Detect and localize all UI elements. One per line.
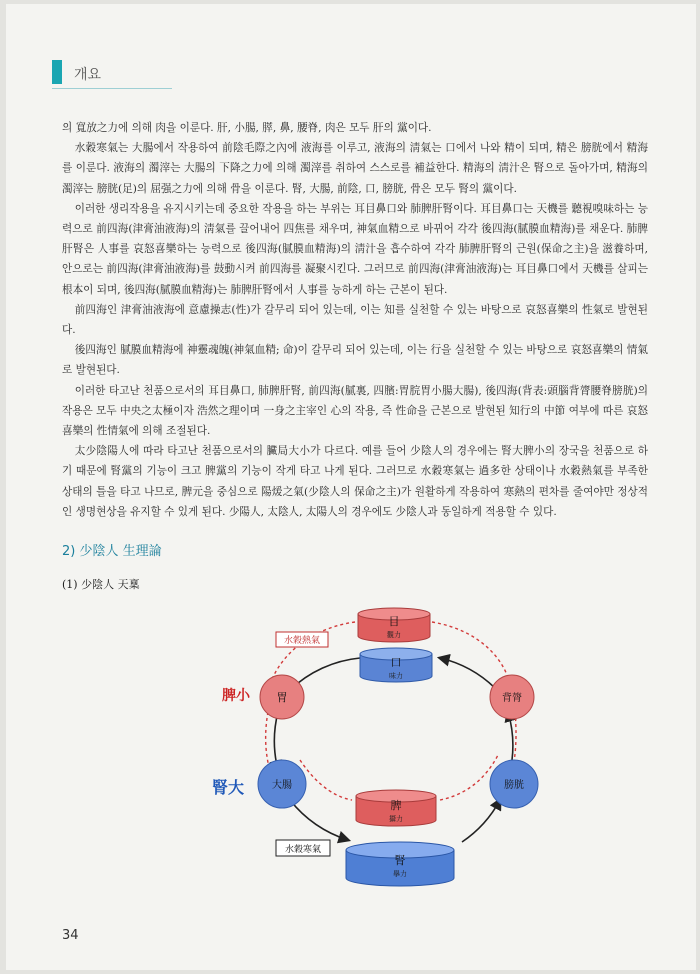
tag-cold-qi [276, 840, 330, 856]
paragraph: 水穀寒氣는 大腸에서 작용하여 前陰毛際之內에 液海를 이루고, 液海의 淸氣는 口에서 나와 精이 되며, 精은 膀胱에서 精海를 이룬다. 液海의 濁滓는 大腸의 下降之力에 의해 濁滓를 취하여 스스로를 補益한다. 精海의 淸汁은 腎으로 돌아가며, 精海의 濁滓는 膀胱(足)의 屈强之力에 의해 骨을 이룬다. 腎, 大腸, 前陰, 口, 膀胱, 骨은 모두 腎의 黨이다. [62, 142, 648, 195]
paragraph: 太少陰陽人에 따라 타고난 천품으로서의 臟局大小가 다르다. 예를 들어 少陰人의 경우에는 腎大脾小의 장국을 천품으로 하기 때문에 腎黨의 기능이 크고 脾黨의 기능이 작게 타고 나게 된다. 그러므로 水穀寒氣는 過多한 상태이나 水穀熱氣를 부족한 상태의 틀을 타고 나므로, 脾元을 중심으로 陽煖之氣(少陰人의 保命之主)가 원활하게 작용하여 寒熱의 편차를 줄여야만 정상적인 생명현상을 유지할 수 있게 된다. 少陽人, 太陰人, 太陽人의 경우에도 少陰人과 동일하게 적용할 수 있다. [62, 445, 648, 518]
node-bladder-label: 膀胱 [504, 780, 524, 791]
node-large-intestine [258, 760, 306, 808]
paragraph: 後四海인 膩膜血精海에 神靈魂魄(神氣血精; 命)이 갈무리 되어 있는데, 이는 行을 실천할 수 있는 바탕으로 哀怒喜樂의 情氣로 발현된다. [62, 344, 648, 377]
cylinder-spleen-label: 脾 [390, 799, 402, 812]
hot-arc-bottom-right [440, 755, 498, 800]
paragraph: 前四海인 津膏油液海에 意慮操志(性)가 갈무리 되어 있는데, 이는 知를 실천할 수 있는 바탕으로 哀怒喜樂의 性氣로 발현된다. [62, 303, 648, 337]
node-bladder [490, 760, 538, 808]
cylinder-spleen-sub: 攝力 [389, 815, 403, 823]
cylinder-kidney-label: 腎 [394, 854, 406, 867]
node-stomach [260, 675, 304, 719]
hot-arc-top-right [432, 622, 510, 685]
cylinder-mouth-label: 口 [390, 656, 402, 669]
cycle-arc-top-right [440, 658, 495, 688]
tag-hot-qi-label: 水穀熱氣 [283, 636, 321, 646]
node-stomach-label: 胃 [276, 691, 288, 704]
page-number: 34 [62, 928, 79, 943]
cylinder-mouth [360, 648, 432, 682]
cylinder-mouth-sub: 味力 [389, 672, 403, 680]
cylinder-eye-label: 目 [388, 615, 400, 628]
paragraph: 이러한 타고난 천품으로서의 耳目鼻口, 肺脾肝腎, 前四海(膩裏, 四臏:胃脘胃小腸大腸), 後四海(背表:頭腦背膂腰脊膀胱)의 작용은 모두 中央之太極이자 浩然之理이며 一身之主宰인 心의 작용, 즉 性命을 근본으로 발현된 知行의 中節 여부에 따른 哀怒喜樂의 性情氣에 의해 조절된다. [62, 384, 648, 438]
cylinder-spleen [356, 790, 436, 826]
cylinder-eye [358, 608, 430, 642]
node-large-intestine-label: 大腸 [272, 780, 292, 791]
cycle-arc-bottom-right [462, 800, 500, 842]
tag-hot-qi [276, 632, 328, 647]
node-back-label: 背膂 [502, 693, 522, 704]
section-label: 개요 [74, 67, 102, 83]
cylinder-kidney-sub: 擧力 [393, 870, 407, 878]
section-title: 2) 少陰人 生理論 [62, 544, 162, 559]
hot-arc-bottom-left [300, 760, 352, 800]
paragraph: 의 寬放之力에 의해 肉을 이룬다. 肝, 小腸, 膵, 鼻, 腰脊, 肉은 모두 肝의 黨이다. [62, 122, 432, 134]
label-kidney-large: 腎大 [212, 778, 245, 797]
cylinder-kidney [346, 842, 454, 886]
subsection-title: (1) 少陰人 天稟 [62, 578, 140, 591]
label-spleen-small: 脾小 [222, 688, 250, 704]
paragraph: 이러한 생리작용을 유지시키는데 중요한 작용을 하는 부위는 耳目鼻口와 肺脾肝腎이다. 耳目鼻口는 天機를 聽視嗅味하는 능력으로 前四海(津膏油液海)의 淸氣를 끌어내어 四焦를 채우며, 神氣血精으로 바뀌어 각각 後四海(膩膜血精海)를 채운다. 肺脾肝腎은 人事를 哀怒喜樂하는 능력으로 後四海(膩膜血精海)의 淸汁을 흡수하여 각각 肺脾肝腎의 근원(保命之主)을 滋養하며, 안으로는 前四海(津膏油液海)를 鼓動시켜 前四海를 凝聚시킨다. 그러므로 前四海(津膏油液海)는 耳目鼻口에서 天機를 살피는 根本이 되며, 後四海(膩膜血精海)는 肺脾肝腎에서 人事를 능하게 하는 근본이 된다. [62, 202, 648, 296]
cylinder-eye-sub: 觀力 [387, 631, 401, 639]
cycle-arc-bottom-left [290, 800, 348, 840]
tag-cold-qi-label: 水穀寒氣 [284, 845, 322, 855]
node-back [490, 675, 534, 719]
